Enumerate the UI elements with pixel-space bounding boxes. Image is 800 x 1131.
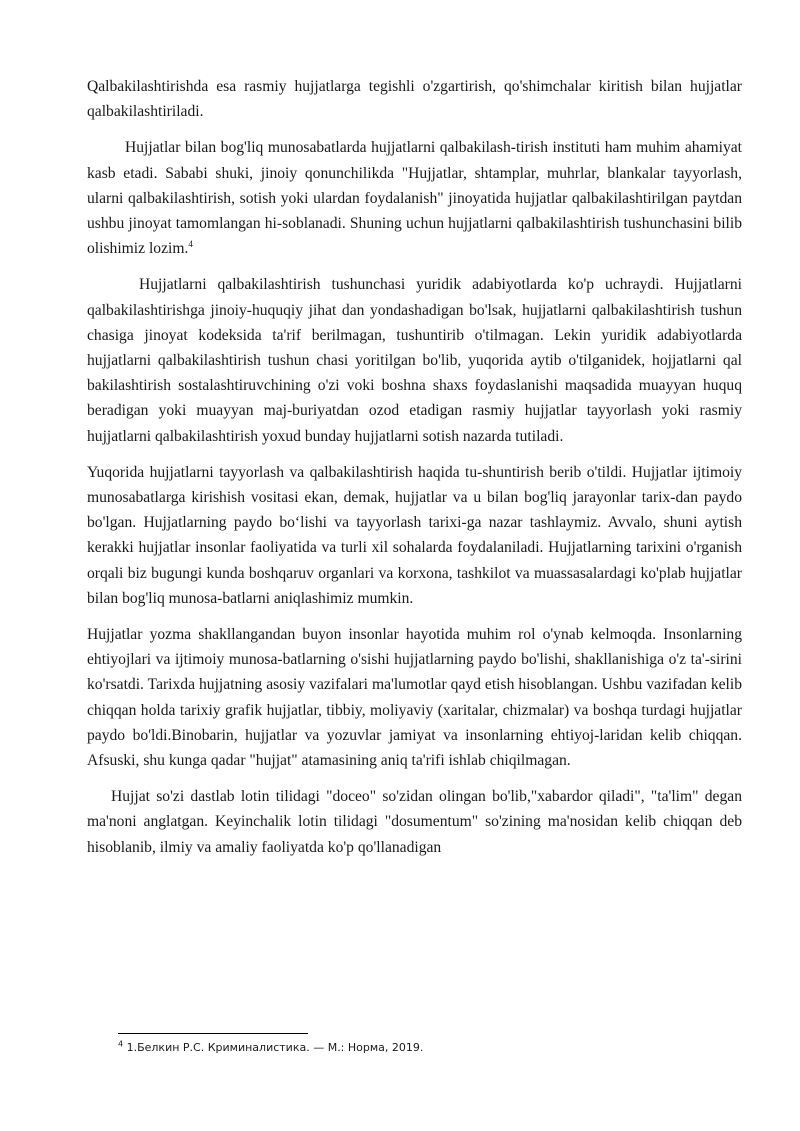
- paragraph-5: Hujjatlar yozma shakllangandan buyon insonlar hayotida muhim rol o'ynab kelmoqda. Insonlarning ehtiyojlari va ijtimoiy munosa-batlarning o'sishi hujjatlarning paydo bo'lishi, shakllanishiga o'z ta'-sirini ko'rsatdi. Tarixda hujjatning asosiy vazifalari ma'lumotlar qayd etish hisoblangan. Ushbu vazifadan kelib chiqqan holda tarixiy grafik hujjatlar, tibbiy, moliyaviy (xaritalar, chizmalar) va boshqa turdagi hujjatlar paydo bo'ldi.Binobarin, hujjatlar va yozuvlar jamiyat va insonlarning ehtiyoj-laridan kelib chiqqan. Afsuski, shu kunga qadar "hujjat" atamasining aniq ta'rifi ishlab chiqilmagan.: [87, 626, 742, 770]
- footnote-text: 1.Белкин Р.С. Криминалистика. — М.: Норма, 2019.: [126, 1041, 424, 1054]
- paragraph-2-text: Hujjatlar bilan bog'liq munosabatlarda hujjatlarni qalbakilash-tirish instituti ham muhim ahamiyat kasb etadi. Sababi shuki, jinoiy qonunchilikda "Hujjatlar, shtamplar, muhrlar, blankalar tayyorlash, ularni qalbakilashtirish, sotish yoki ulardan foydalanish" jinoyatida hujjatlar qalbakilashtirilgan paytdan ushbu jinoyat tamomlangan hi-soblanadi. Shuning uchun hujjatlarni qalbakilashtirish tushunchasini bilib olishimiz lozim.: [87, 139, 742, 258]
- paragraph-6: Hujjat so'zi dastlab lotin tilidagi "doceo" so'zidan olingan bo'lib,"xabardor qiladi", "ta'lim" degan ma'noni anglatgan. Keyinchalik lotin tilidagi "dosumentum" so'zining ma'nosidan kelib chiqqan deb hisoblanib, ilmiy va amaliy faoliyatda ko'p qo'llanadigan: [87, 788, 742, 856]
- footnote: [118, 1041, 423, 1055]
- footnote-number: 4: [118, 1039, 124, 1049]
- paragraph-1: Qalbakilashtirishda esa rasmiy hujjatlarga tegishli o'zgartirish, qo'shimchalar kiritish bilan hujjatlar qalbakilashtiriladi.: [87, 78, 742, 121]
- paragraph-4: Yuqorida hujjatlarni tayyorlash va qalbakilashtirish haqida tu-shuntirish berib o'tildi. Hujjatlar ijtimoiy munosabatlarga kirishish vositasi ekan, demak, hujjatlar va u bilan bog'liq jarayonlar tarix-dan paydo bo'lgan. Hujjatlarning paydo bo‘lishi va tayyorlash tarixi-ga nazar tashlaymiz. Avvalo, shuni aytish kerakki hujjatlar insonlar faoliyatida va turli xil sohalarda foydalaniladi. Hujjatlarning tarixini o'rganish orqali biz bugungi kunda boshqaruv organlari va korxona, tashkilot va muassasalardagi ko'plab hujjatlar bilan bog'liq munosa-batlarni aniqlashimiz mumkin.: [87, 463, 742, 607]
- paragraph-2: [87, 135, 742, 261]
- footnote-reference[interactable]: 4: [188, 239, 193, 250]
- paragraph-3: Hujjatlarni qalbakilashtirish tushunchasi yuridik adabiyotlarda ko'p uchraydi. Hujjatlarni qalbakilashtirishga jinoiy-huquqiy jihat dan yondashadigan bo'lsak, hujjatlarni qalbakilashtirish tushun chasiga jinoyat kodeksida ta'rif berilmagan, tushuntirib o'tilmagan. Lekin yuridik adabiyotlarda hujjatlarni qalbakilashtirish tushun chasi yoritilgan bo'lib, yuqorida aytib o'tilganidek, hojjatlarni qal bakilashtirish sostalashtiruvchining o'zi voki boshna shaxs foydaslanishi maqsadida muayyan huquq beradigan yoki muayyan maj-buriyatdan ozod etadigan rasmiy hujjatlar tayyorlash yoki rasmiy hujjatlarni qalbakilashtirish yoxud bunday hujjatlarni sotish nazarda tutiladi.: [87, 276, 742, 445]
- footnote-separator: [118, 1033, 308, 1034]
